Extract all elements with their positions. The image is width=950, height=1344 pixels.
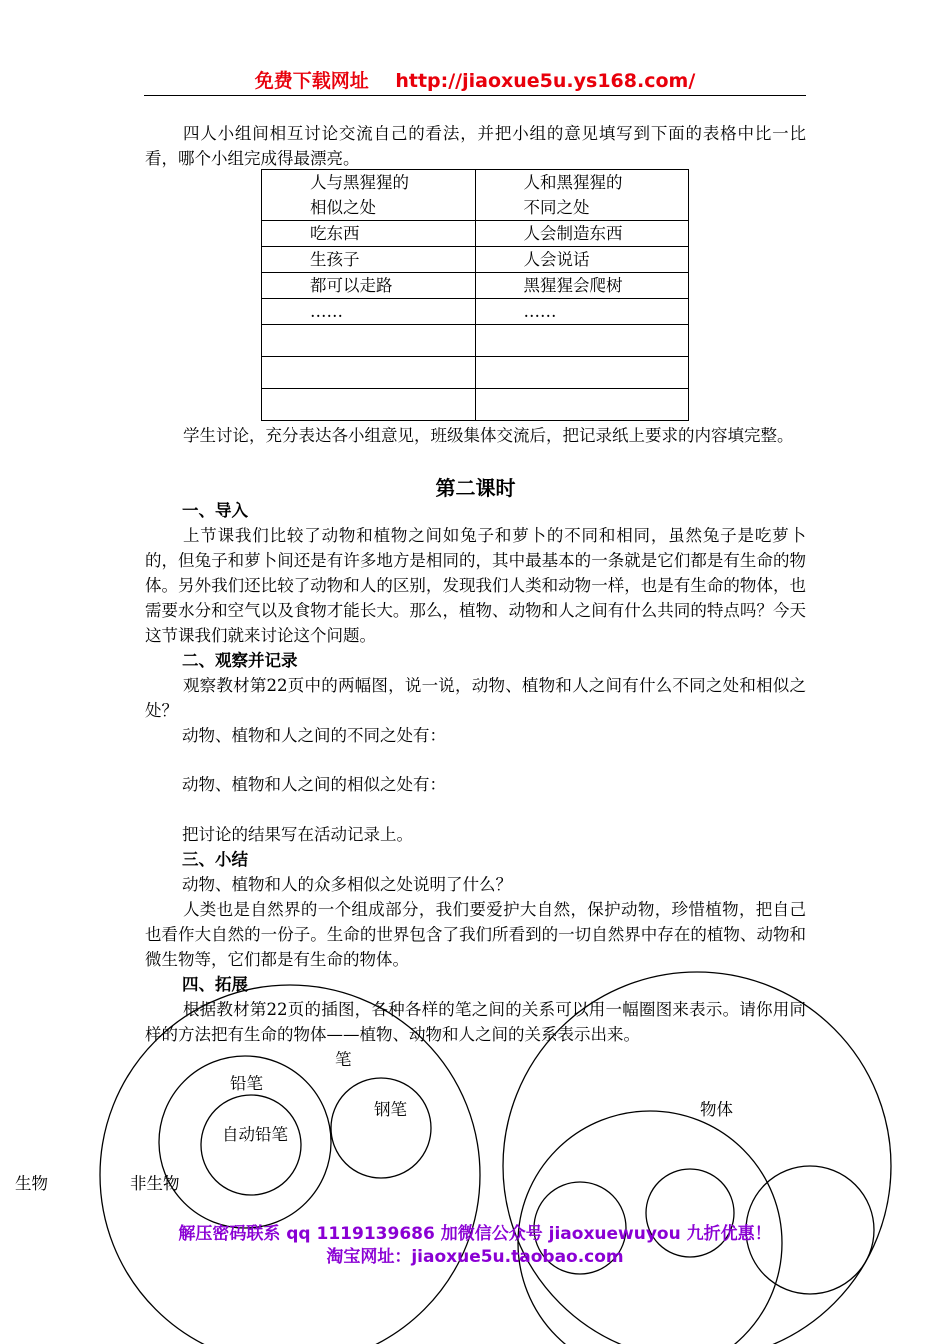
part2-differences: 动物、植物和人之间的不同之处有： — [182, 726, 446, 745]
promo-line2: 淘宝网址：jiaoxue5u.taobao.com — [326, 1247, 624, 1267]
table-header-left-line1: 人与黑猩猩的 — [310, 173, 409, 192]
label-mechanical-pencil: 自动铅笔 — [222, 1125, 288, 1144]
section-title: 第二课时 — [435, 476, 516, 500]
mechanical-pencil-circle — [201, 1095, 301, 1195]
part2-similarities: 动物、植物和人之间的相似之处有： — [182, 775, 446, 794]
part3-question: 动物、植物和人的众多相似之处说明了什么？ — [182, 875, 512, 894]
part1-text: 上节课我们比较了动物和植物之间如兔子和萝卜的不同和相同，虽然兔子是吃萝卜的，但兔子和萝卜间还是有许多地方是相同的，其中最基本的一条就是它们都是有生命的物体。另外我们还比较了动物和人的区别，发现我们人类和动物一样，也是有生命的物体，也需要水分和空气以及食物才能长大。那么，植物、动物和人之间有什么共同的特点吗？今天这节课我们就来讨论这个问题。 — [145, 526, 806, 645]
table-header-left-line2: 相似之处 — [310, 198, 376, 217]
table-cell-right: 人会制造东西 — [475, 221, 689, 247]
header-url-link[interactable]: http://jiaoxue5u.ys168.com/ — [395, 70, 696, 92]
label-fountain-pen: 钢笔 — [374, 1100, 407, 1119]
label-living: 生物 — [15, 1174, 48, 1193]
intro-paragraph: 四人小组间相互讨论交流自己的看法，并把小组的意见填写到下面的表格中比一比看，哪个小组完成得最漂亮。 — [145, 124, 806, 168]
table-header-right-line1: 人和黑猩猩的 — [523, 173, 623, 192]
table-cell-left: 都可以走路 — [262, 273, 476, 299]
after-table-paragraph: 学生讨论，充分表达各小组意见，班级集体交流后，把记录纸上要求的内容填完整。 — [182, 426, 794, 445]
part4-text: 根据教材第22页的插图，各种各样的笔之间的关系可以用一幅圈图来表示。请你用同样的方法把有生命的物体——植物、动物和人之间的关系表示出来。 — [145, 1000, 806, 1044]
part4-heading: 四、拓展 — [182, 975, 248, 994]
part2-text: 观察教材第22页中的两幅图，说一说，动物、植物和人之间有什么不同之处和相似之处？ — [145, 676, 806, 720]
promo-line1: 解压密码联系 qq 1119139686 加微信公众号 jiaoxuewuyou 九折优惠！ — [178, 1224, 772, 1244]
header-label: 免费下载网址 — [254, 70, 369, 92]
label-nonliving: 非生物 — [130, 1174, 180, 1193]
object-outer-circle — [503, 972, 891, 1344]
table-header-right-line2: 不同之处 — [523, 198, 590, 217]
fountain-pen-circle — [331, 1078, 431, 1178]
table-cell-right: 人会说话 — [475, 247, 689, 273]
part2-record: 把讨论的结果写在活动记录上。 — [182, 825, 413, 844]
label-object: 物体 — [700, 1100, 733, 1119]
part3-text: 人类也是自然界的一个组成部分，我们要爱护大自然，保护动物，珍惜植物，把自己也看作大自然的一份子。生命的世界包含了我们所看到的一切自然界中存在的植物、动物和微生物等，它们都是有生命的物体。 — [145, 900, 806, 969]
table-cell-left: …… — [262, 299, 476, 325]
label-pencil: 铅笔 — [230, 1074, 263, 1093]
table-cell-right: …… — [475, 299, 689, 325]
part1-heading: 一、导入 — [182, 501, 248, 520]
part3-heading: 三、小结 — [182, 850, 248, 869]
part2-heading: 二、观察并记录 — [182, 651, 298, 670]
table-cell-left: 吃东西 — [262, 221, 476, 247]
pen-outer-circle — [100, 985, 480, 1344]
table-cell-right: 黑猩猩会爬树 — [475, 273, 689, 299]
table-cell-left: 生孩子 — [262, 247, 476, 273]
label-pen: 笔 — [335, 1050, 352, 1069]
